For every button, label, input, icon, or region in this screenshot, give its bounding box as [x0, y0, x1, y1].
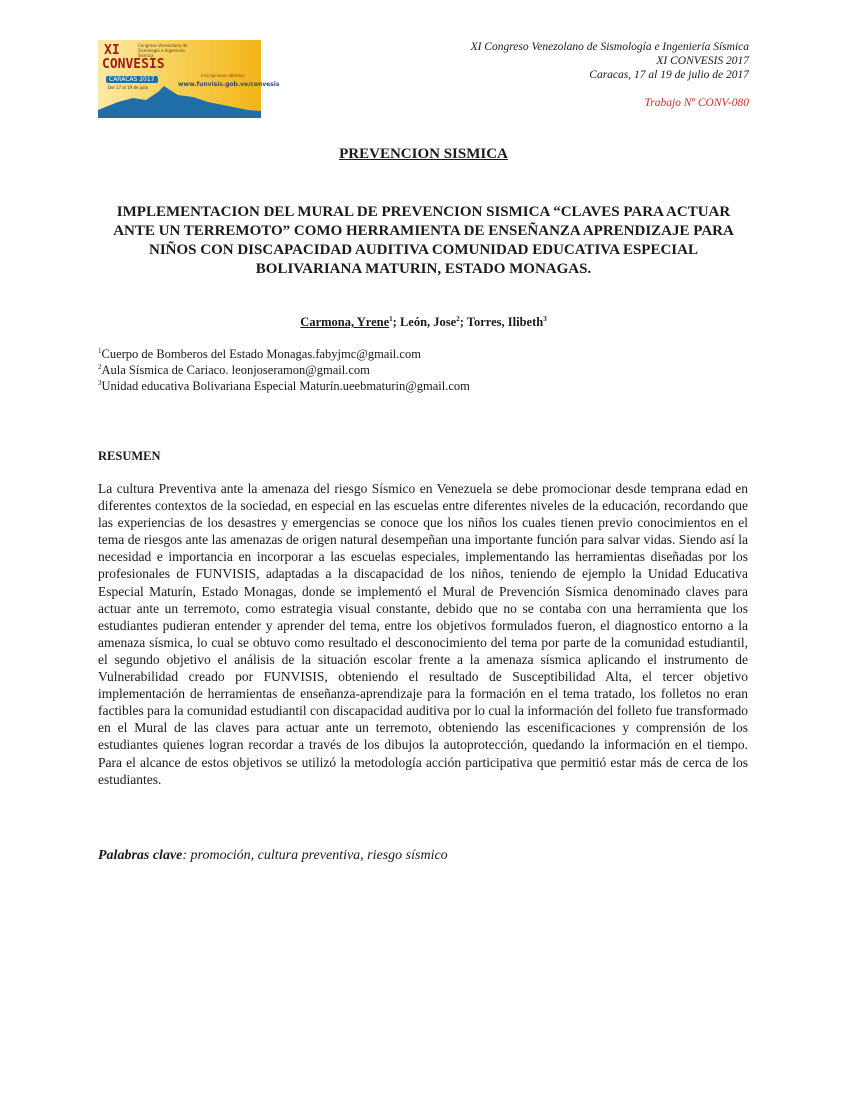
- author-superscript: 2: [456, 314, 460, 323]
- affiliation-1: [98, 347, 421, 362]
- author-name: Carmona, Yrene: [300, 315, 390, 329]
- author-name: ; León, Jose: [392, 315, 457, 329]
- author-superscript: 1: [389, 314, 393, 323]
- logo-subtitle: Congreso Venezolano de Sismología e Ingeniería Sísmica: [138, 43, 188, 58]
- affiliation-superscript: 1: [98, 346, 102, 355]
- affiliation-text: Unidad educativa Bolivariana Especial Maturín.ueebmaturin@gmail.com: [101, 379, 470, 393]
- header-work-number: Trabajo Nº CONV-080: [644, 97, 749, 109]
- logo-dates: Del 17 al 19 de julio: [108, 85, 149, 90]
- header-edition: XI CONVESIS 2017: [656, 55, 749, 67]
- logo-url: www.funvisis.gob.ve/convesis: [178, 81, 280, 88]
- keywords: [98, 848, 448, 864]
- section-title: PREVENCION SISMICA: [339, 146, 508, 162]
- abstract-heading: RESUMEN: [98, 449, 161, 463]
- logo-inscriptions: Inscripciones abiertas: [201, 73, 245, 78]
- author-name: ; Torres, Ilibeth: [459, 315, 544, 329]
- affiliation-3: [98, 379, 470, 394]
- logo-convesis-text: CONVESIS: [102, 57, 165, 72]
- keywords-text: : promoción, cultura preventiva, riesgo sísmico: [182, 848, 448, 863]
- affiliation-text: Cuerpo de Bomberos del Estado Monagas.fabyjmc@gmail.com: [101, 347, 421, 361]
- header-congress-name: XI Congreso Venezolano de Sismología e Ingeniería Sísmica: [470, 41, 749, 53]
- abstract-body: La cultura Preventiva ante la amenaza del riesgo Sísmico en Venezuela se debe promocionar desde temprana edad en diferentes contextos de la sociedad, en especial en las escuelas entre diferentes niveles de la educación, recordando que las experiencias de los desastres y emergencias se conoce que los niños los cuales tienen previo conocimientos en el tema de riesgos ante las amenazas de origen natural desempeñan una importante función para salvar vidas. Siendo así la necesidad e importancia en incorporar a las escuelas especiales, implementando las herramientas diseñadas por los profesionales de FUNVISIS, adaptadas a la discapacidad de los niños, teniendo de ejemplo la Unidad Educativa Especial Maturín, Estado Monagas, donde se implementó el Mural de Prevención Sísmica denominado claves para actuar ante un terremoto, como estrategia visual constante, debido que no se contaba con una herramienta que los estudiantes pudieran entender y aprender del tema, entre los objetivos formulados fueron, el diagnostico entorno a la amenaza sísmica, lo cual se obtuvo como resultado el desconocimiento del tema por parte de la comunidad estudiantil, el segundo objetivo el análisis de la situación escolar frente a la amenaza sísmica aplicando el instrumento de Vulnerabilidad creado por FUNVISIS, obteniendo el resultado de Susceptibilidad Alta, el tercer objetivo implementación de herramientas de enseñanza-aprendizaje para la formación en el tema tratado, los folletos no eran factibles para la comunidad estudiantil con discapacidad auditiva por lo cual la información del folleto fue transformado en el Mural de las claves para actuar ante un terremoto, obteniendo las escenificaciones y comprensión de los estudiantes quienes logran recordar a través de los dibujos la autoprotección, quedando la información en el tiempo. Para el alcance de estos objetivos se utilizó la metodología acción participativa que permitió estar más de cerca de los estudiantes.: [98, 481, 748, 787]
- logo-xi-text: XI: [104, 43, 120, 58]
- keywords-label: Palabras clave: [98, 848, 183, 863]
- convesis-logo: [98, 40, 280, 118]
- author-list: [0, 315, 847, 330]
- author-superscript: 3: [543, 314, 547, 323]
- affiliation-superscript: 3: [98, 378, 102, 387]
- affiliation-text: Aula Sísmica de Cariaco. leonjoseramon@gmail.com: [101, 363, 370, 377]
- logo-city-badge: CARACAS 2017: [106, 76, 158, 83]
- affiliation-2: [98, 363, 370, 378]
- paper-title: IMPLEMENTACION DEL MURAL DE PREVENCION SISMICA “CLAVES PARA ACTUAR ANTE UN TERREMOTO” COMO HERRAMIENTA DE ENSEÑANZA APRENDIZAJE PARA NIÑOS CON DISCAPACIDAD AUDITIVA COMUNIDAD EDUCATIVA ESPECIAL BOLIVARIANA MATURIN, ESTADO MONAGAS.: [113, 204, 734, 277]
- affiliation-superscript: 2: [98, 362, 102, 371]
- header-place-date: Caracas, 17 al 19 de julio de 2017: [589, 69, 749, 81]
